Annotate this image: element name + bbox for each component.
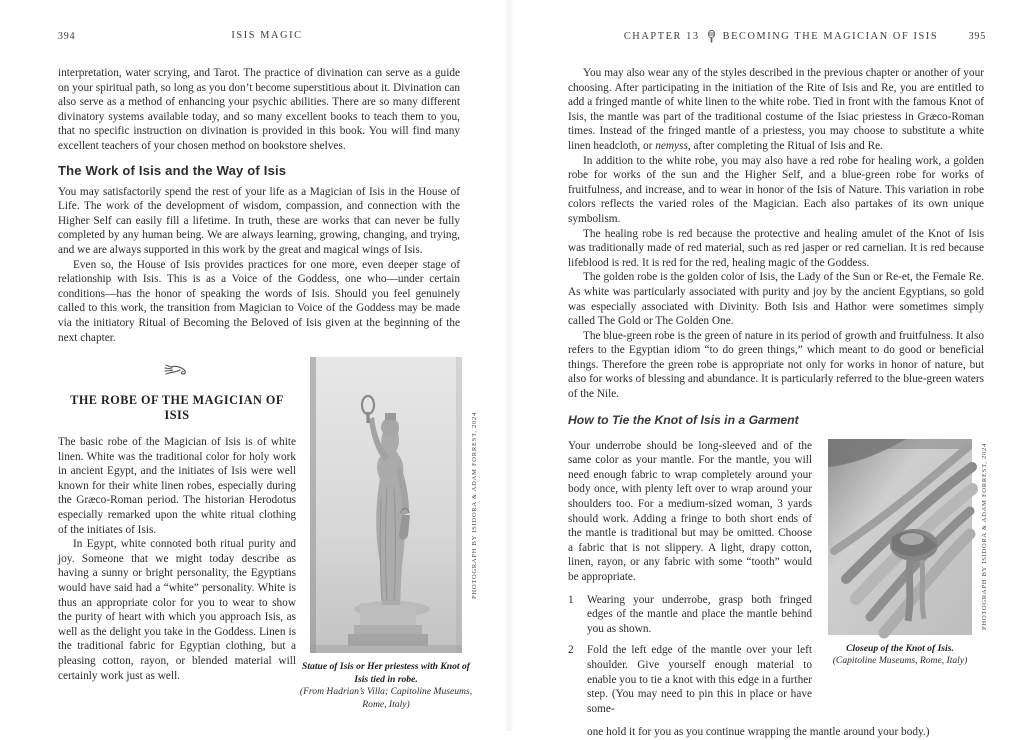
sistrum-icon bbox=[707, 30, 716, 43]
paragraph: You may satisfactorily spend the rest of your life as a Magician of Isis in the House of Life. The work of the development of wisdom, compassion, and connection with the Higher Self can easily fill a lifetime. In truth, these are works that can never be fully completed by any human being. We are always learning, growing, changing, and trying, and we are always supported in this work by the great and magical wings of Isis. bbox=[58, 185, 460, 256]
statue-photo bbox=[310, 357, 462, 653]
caption-source: (From Hadrian’s Villa; Capitoline Museums, Rome, Italy) bbox=[299, 686, 473, 710]
chapter-title: BECOMING THE MAGICIAN OF ISIS bbox=[722, 31, 939, 42]
knot-photo bbox=[828, 439, 972, 635]
paragraph: The golden robe is the golden color of Isis, the Lady of the Sun or Re-et, the Female Re. As white was particularly associated with purity and joy by the ancient Egyptians, so gold was especially associated with Divinity. Both Isis and Hathor were sometimes simply called The Gold or The Golden One. bbox=[568, 271, 984, 328]
knot-section bbox=[568, 439, 994, 724]
running-header-left bbox=[58, 30, 476, 45]
caption-title: Closeup of the Knot of Isis. bbox=[846, 642, 954, 654]
caption-source: (Capitoline Museums, Rome, Italy) bbox=[832, 655, 968, 667]
paragraph: You may also wear any of the styles described in the previous chapter or another of your choosing. After participating in the initiation of the Rite of Isis and Re, you are entitled to add a fringed mantle of white linen to the white robe. Tied in front with the famous Knot of Isis, the mantle was part of the traditional costume of the Isiac priestess in Græco-Roman times. Instead of the fringed mantle of a priestess, you may choose to substitute a white linen headcloth, or nemyss, after completing the Ritual of Isis and Re. bbox=[568, 67, 984, 152]
italic-term: nemyss bbox=[655, 139, 688, 152]
list-item bbox=[568, 643, 812, 716]
step-text: Wearing your underrobe, grasp both fringed edges of the mantle and place the mantle behind you as shown. bbox=[587, 593, 812, 635]
robe-section bbox=[58, 357, 476, 711]
paragraph: Your underrobe should be long-sleeved and of the same color as your mantle. For the mantle, you will need enough fabric to wrap completely around your body once, with plenty left over to wrap around your shoulders too. For a medium-sized woman, 3 yards should work. Adding a fringe to both short ends of the mantle is traditional but may be omitted. Choose a fabric that is not slippery. A light, drapy cotton, linen, rayon, or any fabric with some “tooth” would be appropriate. bbox=[568, 439, 812, 583]
paragraph: In addition to the white robe, you may also have a red robe for healing work, a golden robe for works of the sun and the Higher Self, and a blue-green robe for works of fruitfulness, and increase, and to wear in honor of the Isis of Nature. This variation in robe colors reflects the varied roles of the Magician. Each also partakes of its own unique symbolism. bbox=[568, 154, 984, 225]
knot-text-column bbox=[568, 439, 812, 724]
photo-credit-left: PHOTOGRAPH BY ISIDORA & ADAM FORREST, 2024 bbox=[470, 411, 478, 599]
paragraph: Even so, the House of Isis provides practices for one more, even deeper stage of relationship with Isis. This is as a Voice of the Goddess, one who—under certain conditions—has the honor of speaking the words of Isis. Should you feel genuinely called to this work, the transition from Magician to Voice of the Goddess may be made via the initiatory Ritual of Becoming the Beloved of Isis given at the beginning of the next chapter. bbox=[58, 258, 460, 344]
step-continued-line: one hold it for you as you continue wrapping the mantle around your body.) bbox=[587, 726, 930, 739]
caption-title: Statue of Isis or Her priestess with Knot of Isis tied in robe. bbox=[302, 661, 470, 685]
paragraph: In Egypt, white connoted both ritual purity and joy. Someone that we might today describe as having a sunny or bright personality, the Egyptians would have said had a “white” personality. White is thus an appropriate color for you to wear to show the purity of heart with which you approach Isis, as well as the delight you take in the Goddess. Linen is the traditional fabric for Egyptian clothing, but a pleasing cotton, rayon, or blended material will certainly work just as well. bbox=[58, 538, 296, 682]
page-number: 394 bbox=[58, 31, 76, 42]
knot-caption bbox=[816, 643, 984, 668]
chapter-label: CHAPTER 13 bbox=[623, 31, 700, 42]
statue-figure bbox=[299, 357, 473, 711]
step-text: Fold the left edge of the mantle over your left shoulder. Give yourself enough material to enable you to tie a knot with this edge in a further step. (You may need to pin this in place or have some- bbox=[587, 644, 812, 715]
step-number: 2 bbox=[568, 644, 574, 657]
robe-heading: THE ROBE OF THE MAGICIAN OF ISIS bbox=[70, 393, 284, 423]
paragraph: interpretation, water scrying, and Tarot. The practice of divination can serve as a guide on your spiritual path, so long as you don’t become superstitious about it. Divination can also serve as a method of enhancing your psychic abilities. There are so many different divinatory systems available today, and so many excellent books to teach them to you, that no specific instruction on divination is provided in this book. You will find many excellent teachers of your chosen method on bookstore shelves. bbox=[58, 67, 460, 152]
step-list bbox=[568, 593, 812, 717]
running-header-right bbox=[568, 30, 994, 45]
running-title: ISIS MAGIC bbox=[231, 30, 303, 41]
statue-caption bbox=[297, 661, 475, 711]
running-title bbox=[568, 30, 994, 43]
paragraph: The basic robe of the Magician of Isis is of white linen. White was the traditional color for holy work in ancient Egypt, and the initiates of Isis were well known for their white linen robes, especially during the Græco-Roman period. The historian Herodotus especially remarked upon the white ritual clothing of the initiates of Isis. bbox=[58, 436, 296, 536]
paragraph: The healing robe is red because the protective and healing amulet of the Knot of Isis was traditionally made of red material, such as red jasper or red carnelian. It is red because lifeblood is red. It is red for the red, healing magic of the Goddess. bbox=[568, 227, 984, 269]
knot-figure bbox=[824, 439, 976, 724]
hand-hieroglyph-icon bbox=[58, 359, 296, 379]
list-item bbox=[568, 593, 812, 637]
page-gutter bbox=[504, 0, 514, 731]
photo-credit-right: PHOTOGRAPH BY ISIDORA & ADAM FORREST, 2024 bbox=[980, 443, 988, 631]
robe-text-column bbox=[58, 357, 296, 711]
section-heading: The Work of Isis and the Way of Isis bbox=[58, 162, 287, 178]
step-number: 1 bbox=[568, 593, 574, 606]
page-left bbox=[0, 0, 512, 731]
paragraph: The blue-green robe is the green of nature in its period of growth and fruitfulness. It also refers to the Egyptian idiom “to do green things,” which meant to do good or beneficial things. Therefore the green robe is appropriate not only for works in honor of nature, but also for works of blessing and abundance. It is particularly referred to the blue-green waters of the Nile. bbox=[568, 329, 984, 401]
knot-heading: How to Tie the Knot of Isis in a Garment bbox=[568, 412, 799, 427]
page-number: 395 bbox=[968, 31, 986, 42]
page-right bbox=[512, 0, 1024, 739]
